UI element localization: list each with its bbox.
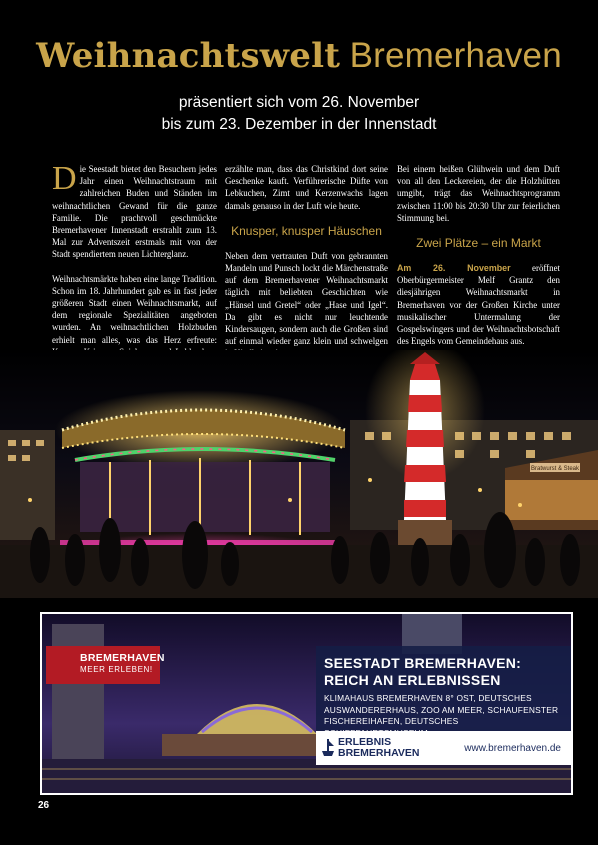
article-paragraph — [52, 160, 217, 261]
brand-line-2: BREMERHAVEN — [338, 747, 420, 759]
paragraph-text: ie Seestadt bietet den Besuchern jedes Jahr einen Weihnachtstraum mit zahlreichen Buden und Ständen im weihnachtlichen Gewand für die ganze Familie. Die prachtvoll geschmückte Bremerhavener Innenstadt erstrahlt zum 13. Mal zur Adventszeit erstmals mit von der Stadt spendiertem neuen Lichterglanz. — [52, 164, 217, 260]
advertisement — [40, 612, 573, 795]
page-number: 26 — [38, 800, 50, 811]
ad-body: KLIMAHAUS BREMERHAVEN 8° OST, DEUTSCHES AUSWANDERERHAUS, ZOO AM MEER, SCHAUFENSTER FISCHEREIHAFEN, DEUTSCHES — [324, 693, 559, 726]
section-heading: Knusper, knusper Häuschen — [231, 223, 382, 238]
subtitle — [0, 92, 598, 136]
section-heading: Zwei Plätze – ein Markt — [416, 236, 541, 251]
subtitle-line-1: präsentiert sich vom 26. November — [178, 94, 420, 111]
ad-headline-1: SEESTADT BREMERHAVEN: — [324, 655, 522, 671]
article-paragraph: Weihnachtsmärkte haben eine lange Tradition. Schon im 18. Jahrhundert gab es in fast jeder größeren Stadt einen Weihnachtsmarkt, auf dem regionale Spezialitäten angeboten wurden. An weihnachtlichen Holzbuden erhielt man alles, was das Herz erfreute: — [52, 273, 217, 345]
ad-brand — [338, 737, 419, 759]
ad-url-link[interactable]: www.bremerhaven.de — [464, 743, 561, 754]
article-paragraph — [397, 262, 560, 347]
article-paragraph: Neben dem vertrauten Duft von gebrannten Mandeln und Punsch lockt die Märchenstraße auf dem Bremerhavener Weihnachtsmarkt täglich mit beliebten Geschichten wie „Hänsel und Gretel“ oder „Hase und Igel“. Da gibt es nicht nur leuchtende Kindersaugen, sondern auch die Großen sind auf einmal wieder ganz klein und schwelgen — [225, 250, 388, 347]
logo-slogan: MEER ERLEBEN! — [80, 665, 153, 674]
paragraph-text: eröffnet Oberbürgermeister Melf Grantz den diesjährigen Weihnachtsmarkt in Bremerhaven vor der Großen Kirche unter musikalischer Untermalung der Gospelswingers und der Weihnachtsbotschaft des Engels vom Gemeindehaus aus. — [397, 263, 560, 347]
market-illustration — [0, 350, 598, 598]
article-column-2 — [225, 163, 388, 372]
bremerhaven-logo[interactable] — [46, 646, 165, 684]
page-title — [0, 34, 598, 77]
title-regular: Bremerhaven — [349, 36, 562, 75]
booth-sign: Bratwurst & Steak — [530, 466, 580, 472]
ad-headline-2: REICH AN ERLEBNISSEN — [324, 672, 501, 688]
article-paragraph: Bei einem heißen Glühwein und dem Duft von all den Leckereien, der die Holzhütten umgibt, trägt das Weihnachtsprogramm zwischen 11:00 bis 20:30 Uhr zur feierlichen Stimmung bei. — [397, 164, 560, 223]
christmas-market-photo — [0, 350, 598, 598]
date-highlight: Am 26. November — [397, 263, 511, 274]
subtitle-line-2: bis zum 23. Dezember in der Innenstadt — [161, 116, 437, 133]
ad-footer — [316, 731, 571, 765]
drop-cap: D — [52, 160, 77, 197]
article-paragraph: erzählte man, dass das Christkind dort seine Geschenke kauft. Verführerische Düfte von Lebkuchen, Zimt und Kerzenwachs lagen damals genauso in der Luft wie heute. — [225, 164, 388, 211]
article-column-3 — [397, 163, 560, 359]
logo-title: BREMERHAVEN — [80, 652, 165, 664]
ship-icon — [321, 739, 335, 757]
brand-line-1: ERLEBNIS — [338, 736, 392, 748]
title-bold: Weihnachtswelt — [36, 36, 341, 76]
